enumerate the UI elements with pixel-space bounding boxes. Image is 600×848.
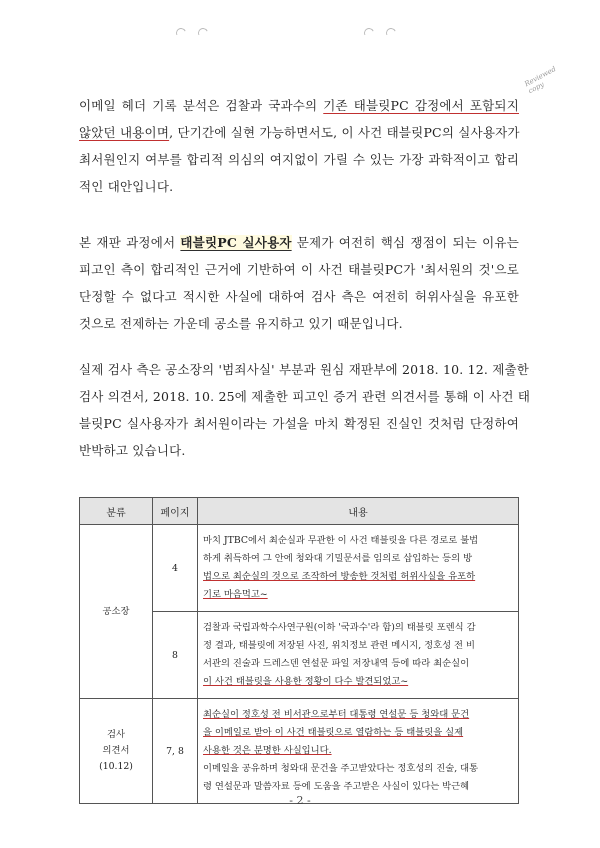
punch-hole-mark (363, 27, 376, 40)
page-number: - 2 - (289, 794, 311, 807)
paragraph-prosecution-claims: 실제 검사 측은 공소장의 '범죄사실' 부분과 원심 재판부에 2018. 10. 12. 제출한 검사 의견서, 2018. 10. 25에 제출한 피고인 증거 관련 의견서를 통해 이 사건 태 블릿PC 실사용자가 최서원이라는 가설을 마치 확정된 진실인 것처럼 단정하여 반박하고 있습니다. (79, 362, 531, 458)
table-header-row (80, 498, 519, 525)
paragraph-email-header-analysis: 이메일 헤더 기록 분석은 검찰과 국과수의 기존 태블릿PC 감정에서 포함되지 않았던 내용이며, 단기간에 실현 가능하면서도, 이 사건 태블릿PC의 실사용자가 최서원인지 여부를 합리적 의심의 여지없이 가릴 수 있는 가장 과학적이고 합리 적인 대안입니다. (79, 98, 520, 194)
table-row (80, 525, 519, 612)
content-cell: 최순실이 정호성 전 비서관으로부터 대통령 연설문 등 청와대 문건 을 이메일로 받아 이 사건 태블릿으로 열람하는 등 태블릿을 실제 사용한 것은 분명한 사실입니다. 이메일을 공유하며 청와대 문건을 주고받았다는 정호성의 진술, 대통 령 연설문과 말씀자료 등에 도움을 주고받은 사실이 있다는 박근혜 (198, 699, 519, 804)
table-row (80, 699, 519, 804)
evidence-table (79, 497, 519, 804)
content-cell: 마치 JTBC에서 최순실과 무관한 이 사건 태블릿을 다른 경로로 불법 하게 취득하여 그 안에 청와대 기밀문서를 임의로 삽입하는 등의 방 법으로 최순실의 것으로 조작하여 방송한 것처럼 허위사실을 유포하 기로 마음먹고~ (198, 525, 519, 612)
header-content: 내용 (198, 498, 519, 525)
category-prosecutor-opinion: 검사 의견서 (10.12) (80, 699, 153, 804)
category-indictment: 공소장 (80, 525, 153, 699)
punch-hole-mark (197, 27, 210, 40)
review-stamp: Reviewed copy (523, 65, 558, 96)
content-cell: 검찰과 국립과학수사연구원(이하 '국과수'라 함)의 태블릿 포렌식 감 정 결과, 태블릿에 저장된 사진, 위치정보 관련 메시지, 정호성 전 비 서관의 진술과 드레스덴 연설문 파일 저장내역 등에 따라 최순실이 이 사건 태블릿을 사용한 정황이 다수 발견되었고~ (198, 612, 519, 699)
header-category: 분류 (80, 498, 153, 525)
page-cell: 4 (153, 525, 198, 612)
punch-hole-mark (385, 27, 398, 40)
header-page: 페이지 (153, 498, 198, 525)
page-cell: 8 (153, 612, 198, 699)
paragraph-core-issue: 본 재판 과정에서 태블릿PC 실사용자 문제가 여전히 핵심 쟁점이 되는 이유는 피고인 측이 합리적인 근거에 기반하여 이 사건 태블릿PC가 '최서원의 것'으로 단정할 수 없다고 적시한 사실에 대하여 검사 측은 여전히 허위사실을 유포한 것으로 전제하는 가운데 공소를 유지하고 있기 때문입니다. (79, 235, 519, 331)
punch-hole-mark (175, 27, 188, 40)
page-cell: 7, 8 (153, 699, 198, 804)
